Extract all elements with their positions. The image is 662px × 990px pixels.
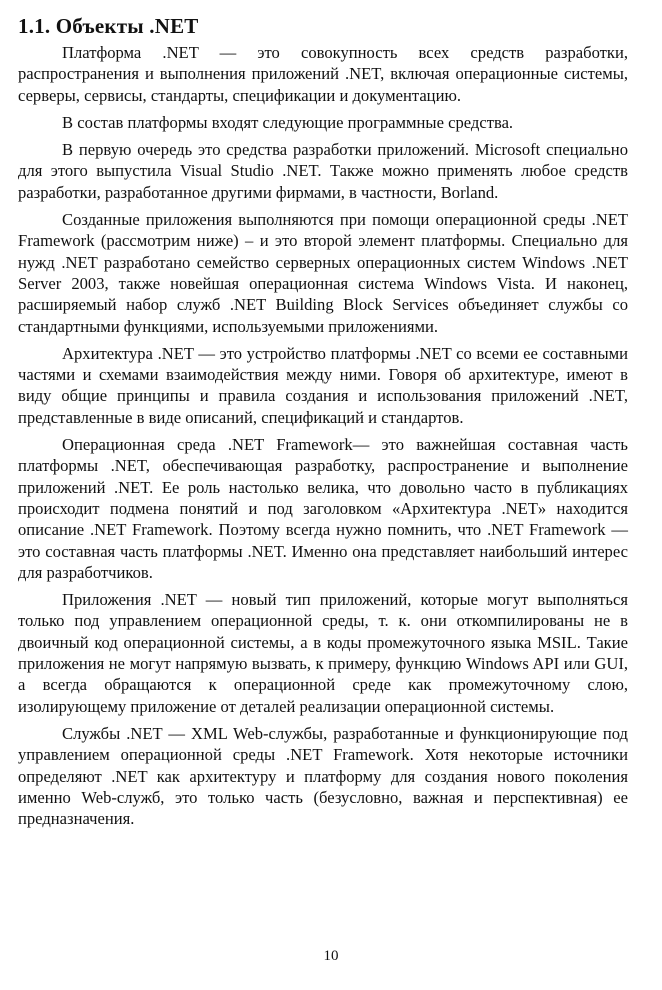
paragraph-development-tools: В первую очередь это средства разработки приложений. Microsoft специально для этого выпустила Visual Studio .NET. Также можно применять любое средств разработки, разработанное другими фирмами, в частности, Borland. [18,140,628,202]
section-heading: 1.1. Объекты .NET [18,14,199,38]
paragraph-net-applications: Приложения .NET — новый тип приложений, которые могут выполняться только под управлением операционной среды, т. к. они откомпилированы не в двоичный код операционной системы, а в коды промежуточного языка MSIL. Такие приложения не могут напрямую вызвать, к примеру, функцию Windows API или GUI, а всегда обращаются к операционной среде как промежуточному слою, изолирующему приложение от деталей реализации операционной системы. [18,590,628,716]
paragraph-runtime-environment: Созданные приложения выполняются при помощи операционной среды .NET Framework (рассмотрим ниже) – и это второй элемент платформы. Специально для нужд .NET разработано семейство серверных операционных систем Windows .NET Server 2003, также новейшая операционная система Windows Vista. И наконец, расширяемый набор служб .NET Building Block Services объединяет службы со стандартными функциями, используемыми приложениями. [18,210,628,336]
paragraph-platform-definition: Платформа .NET — это совокупность всех средств разработки, распространения и выполнения приложений .NET, включая операционные системы, серверы, сервисы, стандарты, спецификации и документацию. [18,43,628,105]
paragraph-net-services: Службы .NET — XML Web-службы, разработанные и функционирующие под управлением операционной среды .NET Framework. Хотя некоторые источники определяют .NET как архитектуру и платформу для создания нового поколения именно Web-служб, это только часть (безусловно, важная и перспективная) ее предназначения. [18,723,628,829]
paragraph-net-framework: Операционная среда .NET Framework— это важнейшая составная часть платформы .NET, обеспечивающая разработку, распространение и выполнение приложений .NET. Ее роль настолько велика, что довольно часто в публикациях происходит подмена понятий и под заголовком «Архитектура .NET» находится описание .NET Framework. Поэтому всегда нужно помнить, что .NET Framework — это составная часть платформы .NET. Именно она представляет наибольший интерес для разработчиков. [18,435,628,582]
document-page [18,12,628,835]
page-number: 10 [323,948,339,964]
paragraph-architecture: Архитектура .NET — это устройство платформы .NET со всеми ее составными частями и схемами взаимодействия между ними. Говоря об архитектуре, имеют в виду общие принципы и правила создания и использования приложений .NET, представленные в виде описаний, спецификаций и стандартов. [18,343,628,427]
paragraph-platform-composition: В состав платформы входят следующие программные средства. [62,112,514,132]
